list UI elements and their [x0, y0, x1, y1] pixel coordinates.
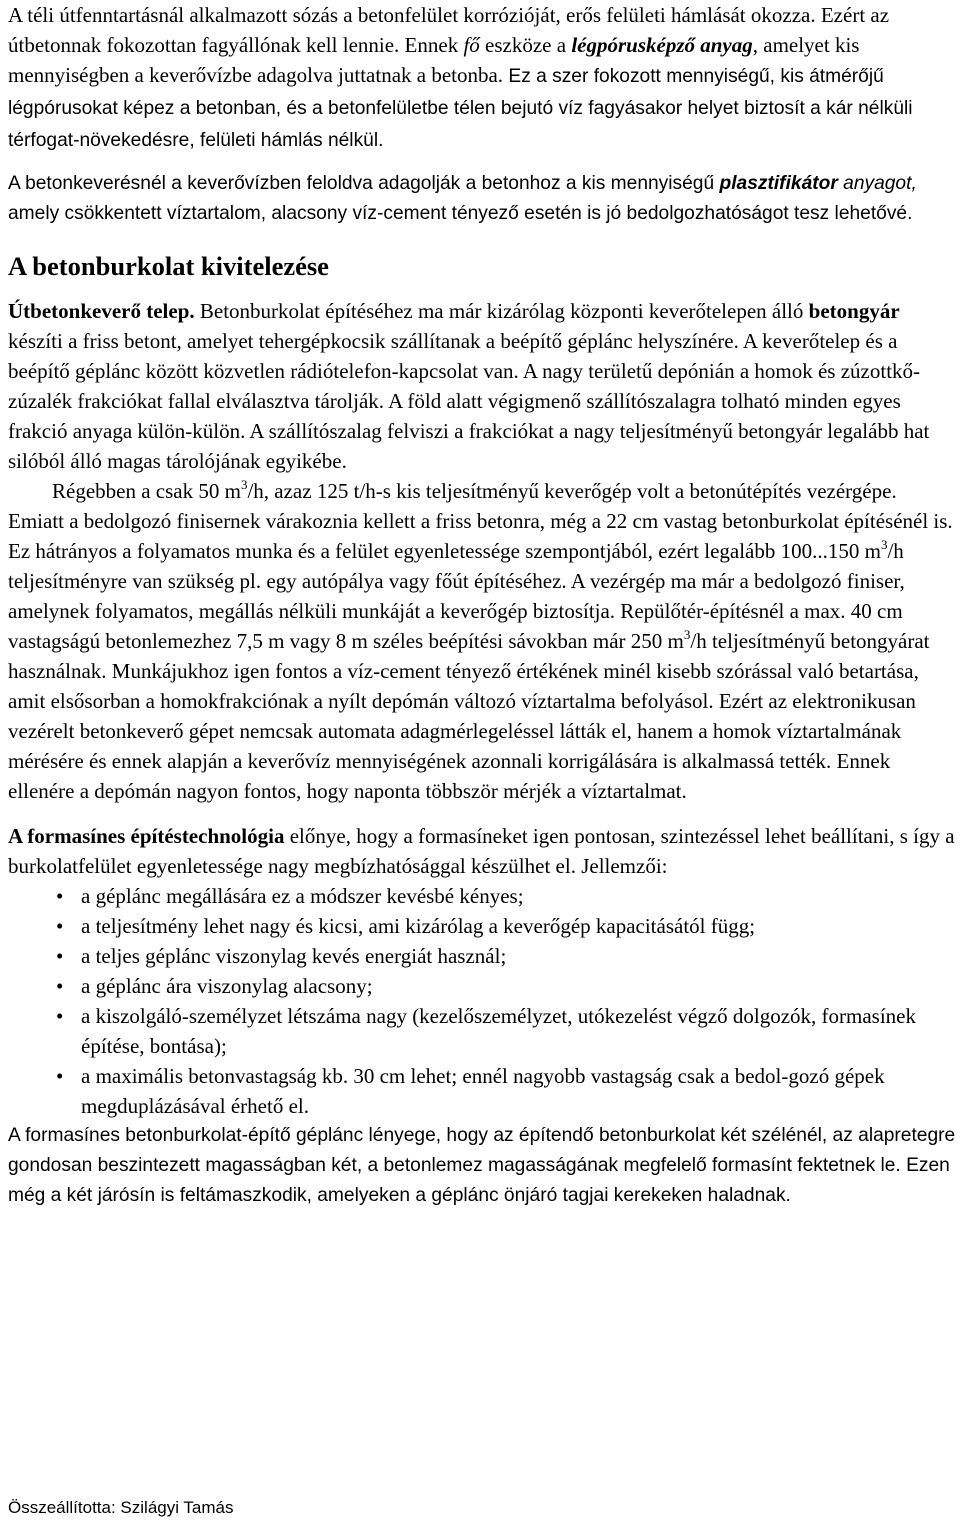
text-run: Betonburkolat építéséhez ma már kizárólag központi keverőtelepen álló — [194, 299, 809, 323]
text-run: előnye, hogy a formasíneket igen pontosan, szintezéssel lehet beállítani, s így a burkolatfelület egyenletessége nagy megbízhatósággal készülhet el. Jellemzői: — [8, 824, 955, 878]
paragraph-capacity — [8, 476, 956, 806]
text-run: A téli útfenntartásnál alkalmazott sózás a betonfelület korrózióját, erős felületi hámlását okozza. Ezért az útbetonnak fokozottan fagyállónak kell lennie. Ennek — [8, 3, 890, 57]
list-item-text: a géplánc megállására ez a módszer kevésbé kényes; — [81, 884, 524, 908]
text-run: A betonkeverésnél a keverővízben feloldva adagolják a betonhoz a kis mennyiségű — [8, 173, 720, 194]
list-item-text: a teljesítmény lehet nagy és kicsi, ami kizárólag a keverőgép kapacitásától függ; — [81, 914, 756, 938]
text-run: készíti a friss betont, amelyet tehergépkocsik szállítanak a beépítő géplánc helyszínére. A keverőtelep és a beépítő géplánc között közvetlen rádiótelefon-kapcsolat van. A nagy területű depónián a homok és zúzottkő-zúzalék frakciókat fallal elválasztva tárolják. A föld alatt végigmenő szállítószalagra tolható minden egyes frakció anyaga külön-külön. A szállítószalag felviszi a frakciókat a nagy teljesítményű betongyár legalább hat silóból álló magas tárolójának egyikébe. — [8, 329, 930, 473]
text-run: /h, azaz 125 t/h-s kis teljesítményű keverőgép volt a betonútépítés vezérgépe. Emiatt a bedolgozó finisernek várakoznia kellett a friss betonra, még a 22 cm vastag betonburkolat építésénél is. Ez hátrányos a folyamatos munka és a felület egyenletessége szempontjából, ezért legalább 100...150 m — [8, 479, 953, 563]
list-item — [8, 881, 956, 911]
section-heading: A betonburkolat kivitelezése — [8, 251, 329, 281]
paragraph-road-salt — [8, 0, 956, 156]
list-item — [8, 1001, 956, 1061]
bullet-icon: • — [56, 914, 64, 938]
bullet-icon: • — [56, 1064, 64, 1088]
text-run: Régebben a csak 50 m — [52, 479, 241, 503]
superscript: 3 — [240, 477, 248, 492]
list-item-text: a teljes géplánc viszonylag kevés energiát használ; — [81, 944, 507, 968]
term-formwork-technology: A formasínes építéstechnológia — [8, 824, 285, 848]
text-run-italic: anyagot, — [837, 173, 917, 194]
list-item — [8, 941, 956, 971]
text-run: , amelyet kis mennyiségben a keverővízbe adagolva juttatnak a betonba. — [8, 33, 860, 87]
list-item-text: a maximális betonvastagság kb. 30 cm lehet; ennél nagyobb vastagság csak a bedol-gozó gépek megduplázásával érhető el. — [81, 1064, 885, 1118]
superscript: 3 — [683, 627, 691, 642]
term-plasticizer: plasztifikátor — [719, 173, 838, 194]
term-concrete-plant: betongyár — [808, 299, 900, 323]
list-item-text: a kiszolgáló-személyzet létszáma nagy (kezelőszemélyzet, utókezelést végző dolgozók, formasínek építése, bontása); — [81, 1004, 916, 1058]
bullet-icon: • — [56, 884, 64, 908]
text-run: eszköze a — [479, 33, 572, 57]
text-run-italic: fő — [463, 33, 480, 57]
list-item-text: a géplánc ára viszonylag alacsony; — [81, 974, 373, 998]
characteristics-list — [8, 881, 956, 1121]
subheading-mixing-plant: Útbetonkeverő telep. — [8, 299, 195, 323]
text-run: /h teljesítményre van szükség pl. egy autópálya vagy főút építéséhez. A vezérgép ma már a bedolgozó finiser, amelynek folyamatos, megállás nélküli munkáját a keverőgép biztosítja. Repülőtér-építésnél a max. 40 cm vastagságú betonlemezhez 7,5 m vagy 8 m széles beépítési sávokban már 250 m — [8, 539, 905, 653]
text-run-sans: Ez a szer fokozott mennyiségű, kis átmérőjű légpórusokat képez a betonban, és a betonfelületbe télen bejutó víz fagyásakor helyet biztosít a kár nélküli térfogat-növekedésre, felületi hámlás nélkül. — [8, 66, 913, 151]
paragraph-formwork-essence: A formasínes betonburkolat-építő géplánc lényege, hogy az építendő betonburkolat két szélénél, az alapretegre gondosan beszintezett magasságban két, a betonlemez magasságának megfelelő formasínt fektetnek le. Ezen még a két járósín is feltámaszkodik, amelyeken a géplánc önjáró tagjai kerekeken haladnak. — [8, 1125, 956, 1206]
bullet-icon: • — [56, 1004, 64, 1028]
term-air-entraining-agent: légpórusképző anyag — [571, 33, 753, 57]
paragraph-mixing-plant — [8, 296, 956, 476]
text-run: amely csökkentett víztartalom, alacsony víz-cement tényező esetén is jó bedolgozhatóságot tesz lehetővé. — [8, 203, 913, 224]
paragraph-plasticizer — [8, 169, 956, 229]
bullet-icon: • — [56, 974, 64, 998]
bullet-icon: • — [56, 944, 64, 968]
list-item — [8, 1061, 956, 1121]
footer-author: Összeállította: Szilágyi Tamás — [8, 1498, 234, 1517]
superscript: 3 — [880, 537, 888, 552]
list-item — [8, 971, 956, 1001]
document-page — [8, 0, 956, 1211]
list-item — [8, 911, 956, 941]
text-run: /h teljesítményű betongyárat használnak. Munkájukhoz igen fontos a víz-cement tényező értékének minél kisebb szórással való betartása, amit elsősorban a homokfrakciónak a nyílt depómán változó víztartalma befolyásol. Ezért az elektronikusan vezérelt betonkeverő gépet nemcsak automata adagmérlegeléssel látták el, hanem a homok víztartalmának mérésére és ennek alapján a keverővíz mennyiségének azonnali korrigálására is alkalmassá tették. Ennek ellenére a depómán nagyon fontos, hogy naponta többször mérjék a víztartalmat. — [8, 629, 930, 803]
paragraph-slipform — [8, 821, 956, 881]
